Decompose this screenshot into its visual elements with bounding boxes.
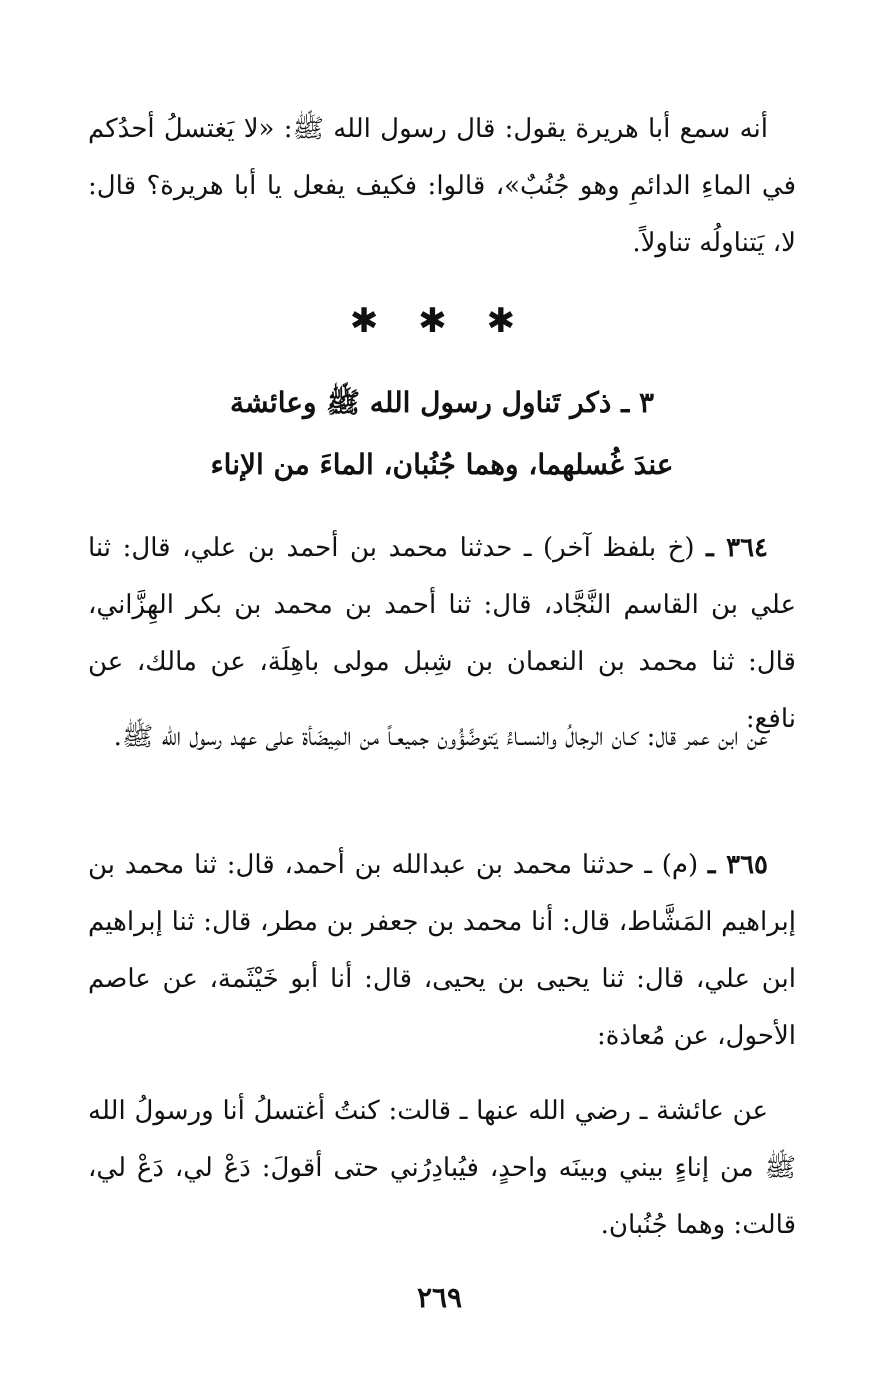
page-number: ٢٦٩ (416, 1281, 463, 1314)
hadith-364-isnad-text: (خ بلفظ آخر) ـ حدثنا محمد بن أحمد بن علي، قال: ثنا علي بن القاسم النَّجَّاد، قال: ثنا أحمد بن محمد بن بكر الهِزَّاني، قال: ثنا محمد بن النعمان بن شِبل مولى باهِلَة، عن مالك، عن نافع: (88, 533, 796, 734)
section-separator: ✱ ✱ ✱ (349, 301, 530, 341)
hadith-number: ٣٦٤ ـ (706, 533, 769, 563)
hadith-364-matn: عن ابن عمر قال: كـان الرجالُ والنسـاءُ يَتوضَّؤُون جميعـاً من المِيضَأة على عهد رسول الله ﷺ. (113, 722, 768, 752)
hadith-365-matn: عن عائشة ـ رضي الله عنها ـ قالت: كنتُ أغتسلُ أنا ورسولُ الله ﷺ من إناءٍ بيني وبينَه واحدٍ، فيُبادِرُني حتى أقولَ: دَعْ لي، دَعْ لي، قالت: وهما جُنُبان. (88, 1096, 796, 1240)
hadith-365-isnad-text: (م) ـ حدثنا محمد بن عبدالله بن أحمد، قال: ثنا محمد بن إبراهيم المَشَّاط، قال: أنا محمد بن جعفر بن مطر، قال: ثنا إبراهيم ابن علي، قال: ثنا يحيى بن يحيى، قال: أنا أبو خَيْثَمة، عن عاصم الأحول، عن مُعاذة: (88, 850, 796, 1051)
chapter-heading-line2: عندَ غُسلهما، وهما جُنُبان، الماءَ من الإناء (210, 448, 674, 481)
hadith-365-isnad (88, 837, 796, 1065)
intro-paragraph: أنه سمع أبا هريرة يقول: قال رسول الله ﷺ: «لا يَغتسلُ أحدُكم في الماءِ الدائمِ وهو جُنُبٌ»، قالوا: فكيف يفعل يا أبا هريرة؟ قال: لا، يَتناولُه تناولاً. (88, 114, 796, 258)
hadith-number: ٣٦٥ ـ (707, 850, 769, 880)
chapter-heading-line1: ٣ ـ ذكر تَناول رسول الله ﷺ وعائشة (229, 386, 655, 419)
